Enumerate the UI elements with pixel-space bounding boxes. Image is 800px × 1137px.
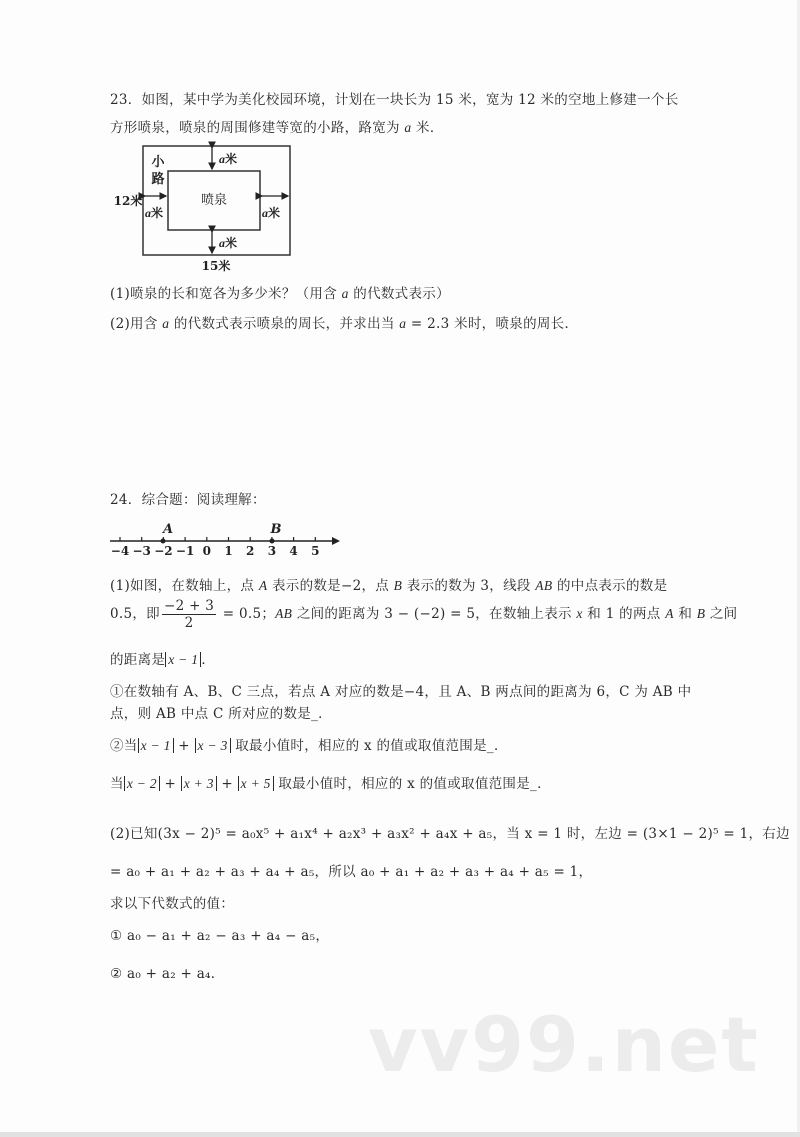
tick-label: 3 [267, 544, 277, 558]
q24-p1-line1: (1)如图，在数轴上，点 A 表示的数是−2，点 B 表示的数为 3，线段 AB 的中点表示的数是 [110, 578, 668, 594]
q24-p2-item1: ① a₀ − a₁ + a₂ − a₃ + a₄ − a₅， [110, 928, 330, 944]
text: (2)用含 [110, 316, 163, 332]
tick-label: −2 [154, 544, 173, 558]
svg-text:a米: a米 [262, 206, 281, 220]
text: = 2.3 米时，喷泉的周长． [406, 316, 579, 332]
q24-p1-line2: 0.5，即 $\frac{-2 + 3}{2}$ = 0.5；AB 之间的距离为 3 − (−2) = 5，在数轴上表示 x 和 1 的两点 A 和 B 之间 [110, 598, 738, 631]
point-a-label: A [162, 522, 174, 537]
var-a: a [162, 316, 170, 331]
var-a: a [399, 316, 407, 331]
tick-label: 5 [311, 544, 320, 558]
tick-label: 1 [224, 544, 233, 558]
var-a: a [341, 286, 349, 301]
text: 的代数式表示） [348, 286, 450, 302]
tick-label: 0 [202, 544, 211, 558]
var-a: a [404, 120, 412, 135]
q24-c3: 当 x − 2 + x + 3 + x + 5 取最小值时，相应的 x 的值或取值范围是_． [110, 776, 551, 792]
q24-p1-line3: 的距离是 x − 1 ． [110, 652, 216, 668]
text: 的代数式表示喷泉的周长，并求出当 [169, 316, 400, 332]
point-b-label: B [270, 522, 282, 537]
fountain-diagram [100, 135, 310, 275]
number-line [105, 515, 345, 560]
q23-line2 [110, 116, 444, 136]
tick-label: 4 [289, 544, 298, 558]
tick-label: −4 [110, 544, 130, 558]
q24-c1-line2: 点，则 AB 中点 C 所对应的数是_． [110, 706, 332, 722]
text: 米． [411, 120, 444, 136]
length-label: 15米 [201, 259, 231, 273]
tick-label: 2 [246, 544, 255, 558]
q24-c2: ②当 x − 1 + x − 3 取最小值时，相应的 x 的值或取值范围是_． [110, 738, 508, 754]
q24-p2-line2: = a₀ + a₁ + a₂ + a₃ + a₄ + a₅，所以 a₀ + a₁ + a₂ + a₃ + a₄ + a₅ = 1， [110, 864, 593, 880]
q24-c1-line1: ①在数轴有 A、B、C 三点，若点 A 对应的数是−4，且 A、B 两点间的距离为 6，C 为 AB 中 [110, 684, 692, 700]
svg-text:a米: a米 [219, 152, 238, 166]
tick-label: −1 [175, 544, 195, 558]
text: (1)喷泉的长和宽各为多少米？（用含 [110, 286, 342, 302]
q24-p2-item2: ② a₀ + a₂ + a₄． [110, 966, 225, 982]
svg-text:a米: a米 [145, 206, 164, 220]
svg-text:路: 路 [151, 172, 165, 187]
fountain-label: 喷泉 [200, 193, 228, 208]
q24-p2-line3: 求以下代数式的值： [110, 896, 235, 912]
width-label: 12米 [113, 194, 143, 208]
tick-label: −3 [132, 544, 151, 558]
fraction: $\frac{-2 + 3}{2}$ [163, 598, 215, 631]
page-bottom-edge [0, 1132, 800, 1137]
watermark: vv99.net [368, 1000, 760, 1089]
q23-part1 [110, 282, 450, 302]
svg-text:a米: a米 [219, 236, 238, 250]
q24-p2-line1: (2)已知(3x − 2)⁵ = a₀x⁵ + a₁x⁴ + a₂x³ + a₃x² + a₄x + a₅，当 x = 1 时，左边 = (3×1 − 2)⁵ = 1，右边 [110, 826, 790, 842]
text: 方形喷泉，喷泉的周围修建等宽的小路，路宽为 [110, 120, 405, 136]
q23-part2 [110, 312, 578, 332]
q23-line1: 23．如图，某中学为美化校园环境，计划在一块长为 15 米，宽为 12 米的空地上修建一个长 [110, 92, 679, 108]
q24-title: 24．综合题：阅读理解： [110, 492, 266, 508]
svg-text:小: 小 [151, 155, 165, 170]
